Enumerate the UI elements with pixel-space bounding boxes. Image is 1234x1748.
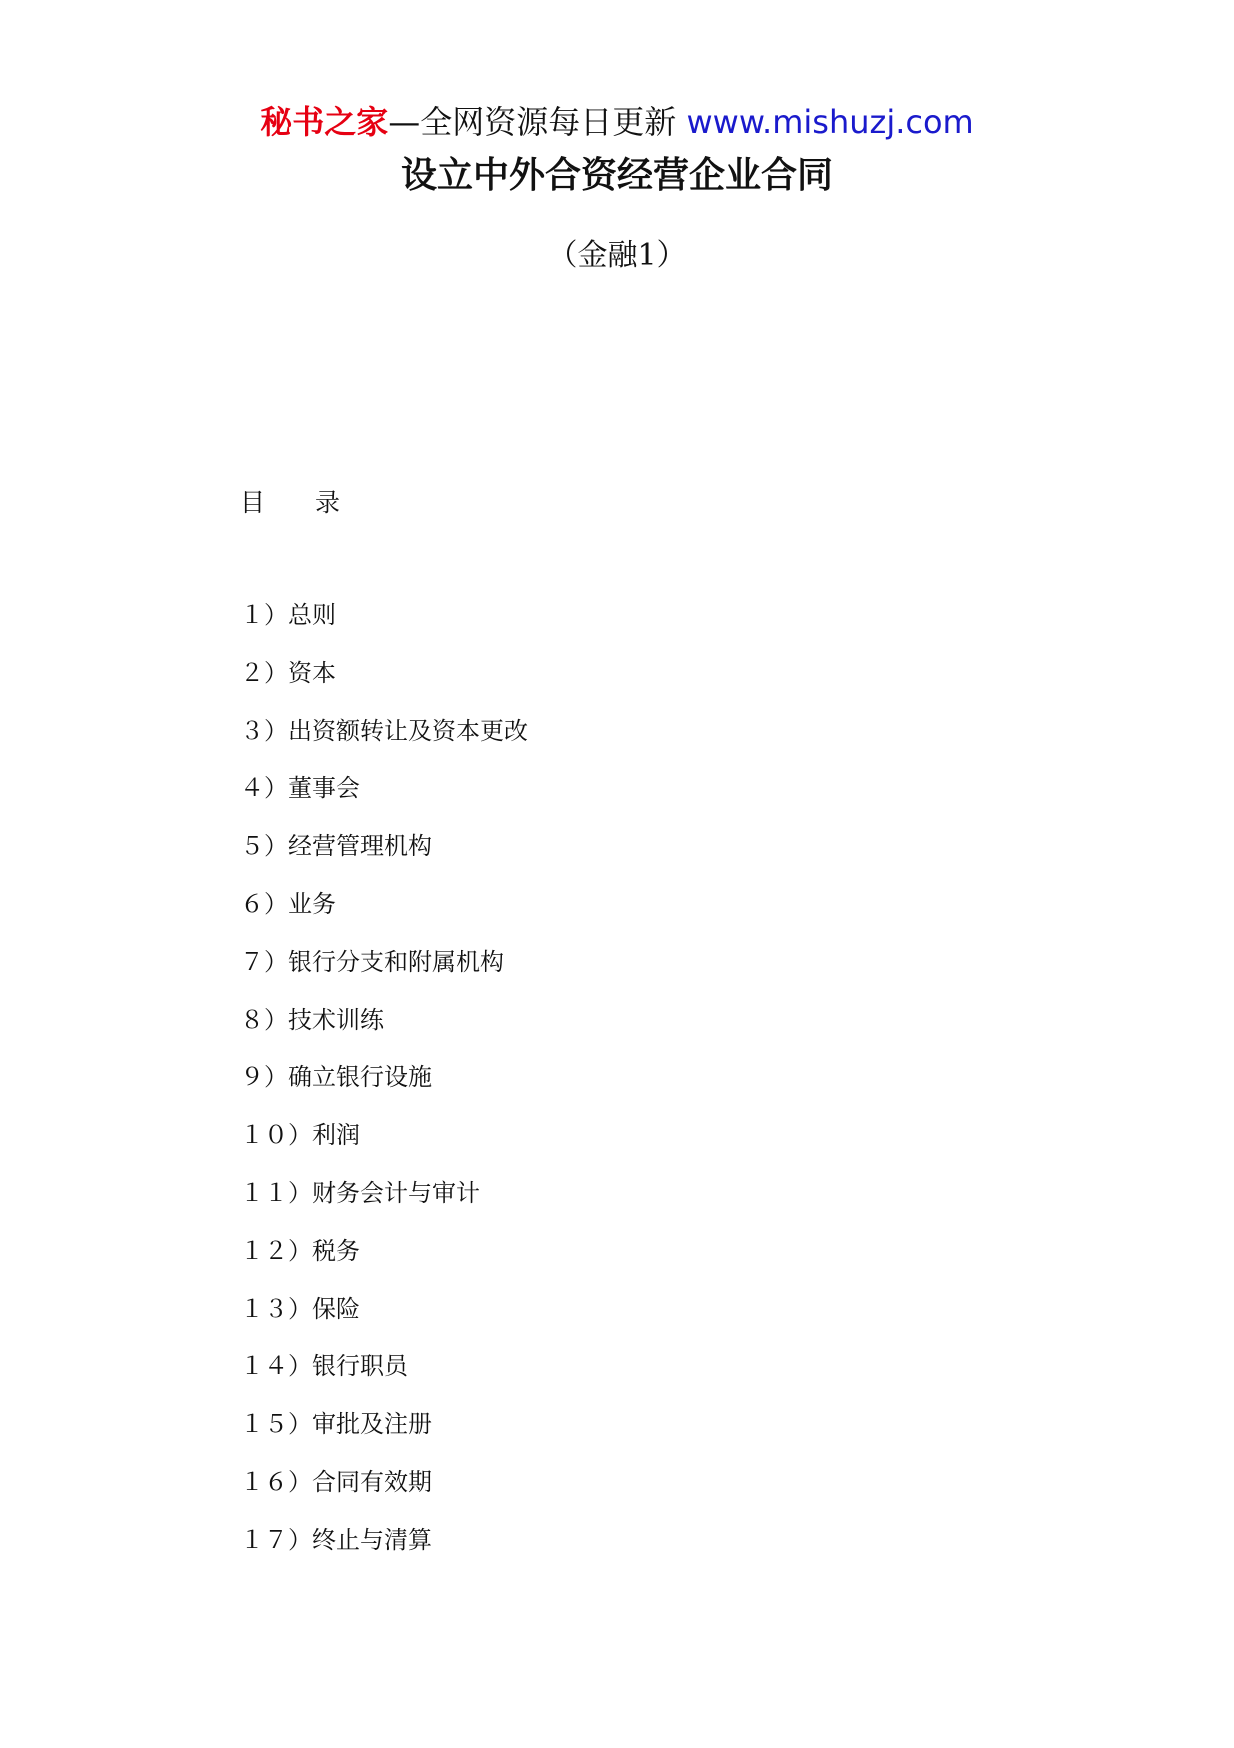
toc-item: １２）税务 — [240, 1236, 360, 1265]
toc-item: ５）经营管理机构 — [240, 832, 432, 861]
site-url-link[interactable]: www.mishuzj.com — [686, 103, 974, 141]
toc-item: １６）合同有效期 — [240, 1467, 432, 1496]
document-title: 设立中外合资经营企业合同 — [400, 155, 833, 196]
toc-item: １５）审批及注册 — [240, 1410, 432, 1439]
toc-item: １）总则 — [240, 601, 336, 629]
toc-item: ８）技术训练 — [240, 1005, 384, 1034]
site-brand: 秘书之家 — [260, 103, 389, 141]
toc-item: ９）确立银行设施 — [240, 1063, 432, 1092]
toc-item: ２）资本 — [240, 658, 336, 687]
toc-item: ６）业务 — [240, 889, 336, 918]
toc-item: ７）银行分支和附属机构 — [240, 947, 504, 976]
toc-item: １４）银行职员 — [240, 1352, 408, 1381]
toc-item: １０）利润 — [240, 1121, 360, 1150]
site-header — [0, 100, 1234, 144]
toc-item: １７）终止与清算 — [240, 1525, 432, 1554]
toc-item: ４）董事会 — [240, 774, 360, 803]
toc-item: ３）出资额转让及资本更改 — [240, 716, 528, 745]
site-tagline: —全网资源每日更新 — [388, 103, 687, 141]
toc-item: １３）保险 — [240, 1294, 360, 1323]
document-subtitle: （金融1） — [547, 238, 687, 273]
toc-item: １１）财务会计与审计 — [240, 1178, 480, 1207]
toc-heading: 目 录 — [240, 488, 341, 517]
toc-list — [240, 598, 528, 1581]
